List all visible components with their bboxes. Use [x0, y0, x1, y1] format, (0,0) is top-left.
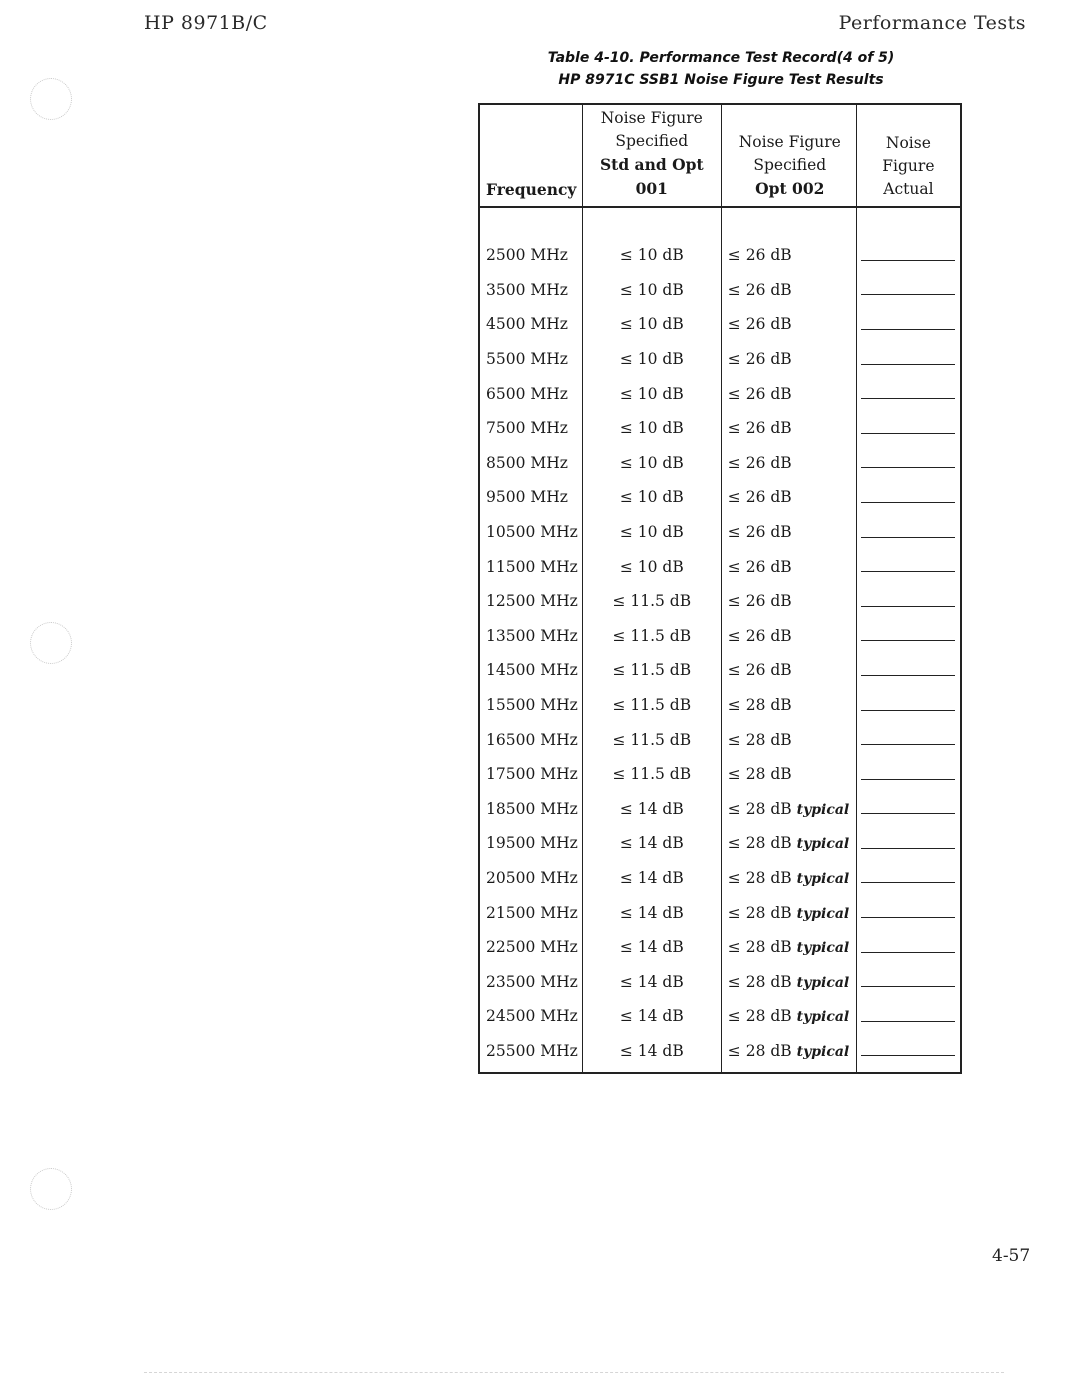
- cell-spec-std: ≤ 11.5 dB: [582, 619, 721, 654]
- cell-spec-opt002: [721, 376, 856, 411]
- cell-spec-opt002: [721, 964, 856, 999]
- cell-actual-entry[interactable]: [856, 411, 961, 446]
- table-row: [479, 342, 961, 377]
- cell-frequency: 13500 MHz: [479, 619, 582, 654]
- cell-frequency: 8500 MHz: [479, 446, 582, 481]
- cell-frequency: 25500 MHz: [479, 1034, 582, 1074]
- bleed-through-footer: [144, 1372, 1004, 1383]
- typical-note: typical: [796, 801, 850, 818]
- cell-spec-opt002: [721, 549, 856, 584]
- actual-value-blank-line[interactable]: [861, 280, 955, 295]
- table-header-row: [479, 104, 961, 207]
- spec-opt002-value: ≤ 26 dB: [727, 488, 792, 507]
- spec-opt002-value: ≤ 28 dB: [727, 1007, 792, 1026]
- spec-opt002-value: ≤ 28 dB: [727, 799, 792, 818]
- column-header-opt002-label: Noise Figure Specified Opt 002: [738, 133, 841, 198]
- cell-spec-opt002: [721, 895, 856, 930]
- cell-actual-entry[interactable]: [856, 376, 961, 411]
- cell-frequency: 17500 MHz: [479, 757, 582, 792]
- table-subcaption: HP 8971C SSB1 Noise Figure Test Results: [558, 72, 884, 88]
- cell-spec-opt002: [721, 307, 856, 342]
- table-row: [479, 653, 961, 688]
- cell-spec-std: ≤ 14 dB: [582, 861, 721, 896]
- table-row: [479, 722, 961, 757]
- cell-actual-entry[interactable]: [856, 549, 961, 584]
- actual-value-blank-line[interactable]: [861, 834, 955, 849]
- cell-actual-entry[interactable]: [856, 307, 961, 342]
- actual-value-blank-line[interactable]: [861, 350, 955, 365]
- actual-value-blank-line[interactable]: [861, 1007, 955, 1022]
- table-caption: Table 4-10. Performance Test Record(4 of 5): [547, 50, 895, 66]
- actual-value-blank-line[interactable]: [861, 419, 955, 434]
- cell-frequency: 14500 MHz: [479, 653, 582, 688]
- table-row: [479, 238, 961, 273]
- cell-actual-entry[interactable]: [856, 688, 961, 723]
- spec-opt002-value: ≤ 26 dB: [727, 315, 792, 334]
- table-row: [479, 999, 961, 1034]
- table-row: [479, 584, 961, 619]
- cell-spec-std: ≤ 10 dB: [582, 307, 721, 342]
- typical-note: typical: [796, 940, 850, 957]
- cell-spec-opt002: [721, 999, 856, 1034]
- cell-spec-opt002: [721, 688, 856, 723]
- page-number: 4-57: [992, 1246, 1031, 1266]
- spec-opt002-value: ≤ 26 dB: [727, 384, 792, 403]
- table-row: [479, 861, 961, 896]
- table-row: [479, 376, 961, 411]
- actual-value-blank-line[interactable]: [861, 626, 955, 641]
- punch-hole-bottom: [30, 1168, 72, 1210]
- spec-opt002-value: ≤ 26 dB: [727, 246, 792, 265]
- column-header-std-opt001: [582, 104, 721, 207]
- table-spacer-row: [479, 207, 961, 238]
- cell-frequency: 23500 MHz: [479, 964, 582, 999]
- cell-spec-opt002: [721, 619, 856, 654]
- cell-actual-entry[interactable]: [856, 757, 961, 792]
- cell-spec-std: ≤ 10 dB: [582, 342, 721, 377]
- actual-value-blank-line[interactable]: [861, 557, 955, 572]
- cell-spec-opt002: [721, 792, 856, 827]
- cell-frequency: 20500 MHz: [479, 861, 582, 896]
- cell-spec-std: ≤ 10 dB: [582, 446, 721, 481]
- table-row: [479, 480, 961, 515]
- spec-opt002-value: ≤ 26 dB: [727, 419, 792, 438]
- cell-spec-opt002: [721, 722, 856, 757]
- actual-value-blank-line[interactable]: [861, 488, 955, 503]
- cell-actual-entry[interactable]: [856, 653, 961, 688]
- actual-value-blank-line[interactable]: [861, 730, 955, 745]
- typical-note: typical: [796, 1043, 850, 1060]
- cell-spec-opt002: [721, 584, 856, 619]
- cell-spec-std: ≤ 11.5 dB: [582, 653, 721, 688]
- cell-frequency: 2500 MHz: [479, 238, 582, 273]
- table-row: [479, 446, 961, 481]
- cell-spec-std: ≤ 10 dB: [582, 411, 721, 446]
- actual-value-blank-line[interactable]: [861, 453, 955, 468]
- cell-spec-opt002: [721, 480, 856, 515]
- actual-value-blank-line[interactable]: [861, 938, 955, 953]
- cell-actual-entry[interactable]: [856, 619, 961, 654]
- spec-opt002-value: ≤ 28 dB: [727, 868, 792, 887]
- table-row: [479, 273, 961, 308]
- spec-opt002-value: ≤ 28 dB: [727, 1041, 792, 1060]
- cell-actual-entry[interactable]: [856, 826, 961, 861]
- cell-actual-entry[interactable]: [856, 342, 961, 377]
- spec-opt002-value: ≤ 28 dB: [727, 834, 792, 853]
- cell-spec-std: ≤ 11.5 dB: [582, 688, 721, 723]
- cell-actual-entry[interactable]: [856, 446, 961, 481]
- table-row: [479, 307, 961, 342]
- actual-value-blank-line[interactable]: [861, 315, 955, 330]
- table-row: [479, 515, 961, 550]
- cell-actual-entry[interactable]: [856, 273, 961, 308]
- actual-value-blank-line[interactable]: [861, 384, 955, 399]
- column-header-actual: Noise Figure Actual: [856, 104, 961, 207]
- typical-note: typical: [796, 836, 850, 853]
- cell-actual-entry[interactable]: [856, 792, 961, 827]
- cell-spec-std: ≤ 10 dB: [582, 238, 721, 273]
- cell-actual-entry[interactable]: [856, 1034, 961, 1074]
- cell-frequency: 5500 MHz: [479, 342, 582, 377]
- cell-spec-std: ≤ 14 dB: [582, 895, 721, 930]
- table-row: [479, 964, 961, 999]
- performance-test-record-table: [478, 103, 962, 1074]
- spec-opt002-value: ≤ 26 dB: [727, 661, 792, 680]
- cell-spec-std: ≤ 10 dB: [582, 480, 721, 515]
- cell-actual-entry[interactable]: [856, 515, 961, 550]
- cell-spec-std: ≤ 11.5 dB: [582, 722, 721, 757]
- column-header-std-label: Noise Figure Specified Std and Opt 001: [599, 109, 704, 198]
- running-header-right: Performance Tests: [838, 12, 1026, 34]
- typical-note: typical: [796, 974, 850, 991]
- actual-value-blank-line[interactable]: [861, 868, 955, 883]
- cell-spec-std: ≤ 10 dB: [582, 273, 721, 308]
- table-row: [479, 411, 961, 446]
- typical-note: typical: [796, 1009, 850, 1026]
- actual-value-blank-line[interactable]: [861, 592, 955, 607]
- spec-opt002-value: ≤ 28 dB: [727, 972, 792, 991]
- cell-spec-opt002: [721, 515, 856, 550]
- spec-opt002-value: ≤ 26 dB: [727, 453, 792, 472]
- cell-frequency: 4500 MHz: [479, 307, 582, 342]
- actual-value-blank-line[interactable]: [861, 246, 955, 261]
- cell-actual-entry[interactable]: [856, 238, 961, 273]
- column-header-frequency: Frequency: [479, 104, 582, 207]
- actual-value-blank-line[interactable]: [861, 1041, 955, 1056]
- cell-spec-std: ≤ 14 dB: [582, 826, 721, 861]
- spec-opt002-value: ≤ 26 dB: [727, 280, 792, 299]
- table-row: [479, 757, 961, 792]
- spec-opt002-value: ≤ 26 dB: [727, 523, 792, 542]
- cell-spec-opt002: [721, 411, 856, 446]
- cell-frequency: 6500 MHz: [479, 376, 582, 411]
- table-row: [479, 792, 961, 827]
- spec-opt002-value: ≤ 26 dB: [727, 592, 792, 611]
- cell-frequency: 9500 MHz: [479, 480, 582, 515]
- cell-frequency: 18500 MHz: [479, 792, 582, 827]
- cell-frequency: 19500 MHz: [479, 826, 582, 861]
- cell-spec-std: ≤ 14 dB: [582, 999, 721, 1034]
- cell-spec-opt002: [721, 273, 856, 308]
- spec-opt002-value: ≤ 26 dB: [727, 557, 792, 576]
- cell-spec-std: ≤ 10 dB: [582, 549, 721, 584]
- cell-frequency: 7500 MHz: [479, 411, 582, 446]
- actual-value-blank-line[interactable]: [861, 972, 955, 987]
- cell-spec-opt002: [721, 653, 856, 688]
- column-header-opt002: [721, 104, 856, 207]
- cell-actual-entry[interactable]: [856, 861, 961, 896]
- cell-spec-opt002: [721, 238, 856, 273]
- actual-value-blank-line[interactable]: [861, 903, 955, 918]
- cell-actual-entry[interactable]: [856, 964, 961, 999]
- actual-value-blank-line[interactable]: [861, 799, 955, 814]
- cell-frequency: 12500 MHz: [479, 584, 582, 619]
- actual-value-blank-line[interactable]: [861, 661, 955, 676]
- spec-opt002-value: ≤ 28 dB: [727, 696, 792, 715]
- cell-spec-std: ≤ 10 dB: [582, 515, 721, 550]
- cell-spec-std: ≤ 14 dB: [582, 930, 721, 965]
- table-body: [479, 207, 961, 1073]
- cell-actual-entry[interactable]: [856, 895, 961, 930]
- cell-frequency: 3500 MHz: [479, 273, 582, 308]
- cell-frequency: 15500 MHz: [479, 688, 582, 723]
- spec-opt002-value: ≤ 28 dB: [727, 938, 792, 957]
- cell-frequency: 16500 MHz: [479, 722, 582, 757]
- cell-spec-opt002: [721, 446, 856, 481]
- cell-spec-std: ≤ 14 dB: [582, 964, 721, 999]
- cell-actual-entry[interactable]: [856, 480, 961, 515]
- cell-frequency: 10500 MHz: [479, 515, 582, 550]
- cell-spec-opt002: [721, 861, 856, 896]
- punch-hole-top: [30, 78, 72, 120]
- cell-frequency: 21500 MHz: [479, 895, 582, 930]
- cell-spec-std: ≤ 11.5 dB: [582, 584, 721, 619]
- spec-opt002-value: ≤ 28 dB: [727, 765, 792, 784]
- cell-frequency: 24500 MHz: [479, 999, 582, 1034]
- cell-spec-opt002: [721, 826, 856, 861]
- actual-value-blank-line[interactable]: [861, 523, 955, 538]
- cell-frequency: 11500 MHz: [479, 549, 582, 584]
- cell-actual-entry[interactable]: [856, 584, 961, 619]
- spec-opt002-value: ≤ 28 dB: [727, 903, 792, 922]
- cell-spec-opt002: [721, 342, 856, 377]
- spec-opt002-value: ≤ 28 dB: [727, 730, 792, 749]
- cell-spec-opt002: [721, 1034, 856, 1074]
- punch-hole-middle: [30, 622, 72, 664]
- table-row: [479, 930, 961, 965]
- actual-value-blank-line[interactable]: [861, 765, 955, 780]
- cell-actual-entry[interactable]: [856, 999, 961, 1034]
- spec-opt002-value: ≤ 26 dB: [727, 626, 792, 645]
- cell-spec-std: ≤ 14 dB: [582, 792, 721, 827]
- cell-actual-entry[interactable]: [856, 722, 961, 757]
- cell-spec-std: ≤ 14 dB: [582, 1034, 721, 1074]
- table-row: [479, 1034, 961, 1074]
- cell-spec-std: ≤ 11.5 dB: [582, 757, 721, 792]
- typical-note: typical: [796, 905, 850, 922]
- cell-spec-opt002: [721, 757, 856, 792]
- table-row: [479, 549, 961, 584]
- cell-actual-entry[interactable]: [856, 930, 961, 965]
- cell-frequency: 22500 MHz: [479, 930, 582, 965]
- running-header-left: HP 8971B/C: [144, 12, 268, 34]
- table-row: [479, 688, 961, 723]
- table-row: [479, 826, 961, 861]
- spec-opt002-value: ≤ 26 dB: [727, 350, 792, 369]
- typical-note: typical: [796, 870, 850, 887]
- table-row: [479, 895, 961, 930]
- cell-spec-std: ≤ 10 dB: [582, 376, 721, 411]
- actual-value-blank-line[interactable]: [861, 696, 955, 711]
- table-row: [479, 619, 961, 654]
- cell-spec-opt002: [721, 930, 856, 965]
